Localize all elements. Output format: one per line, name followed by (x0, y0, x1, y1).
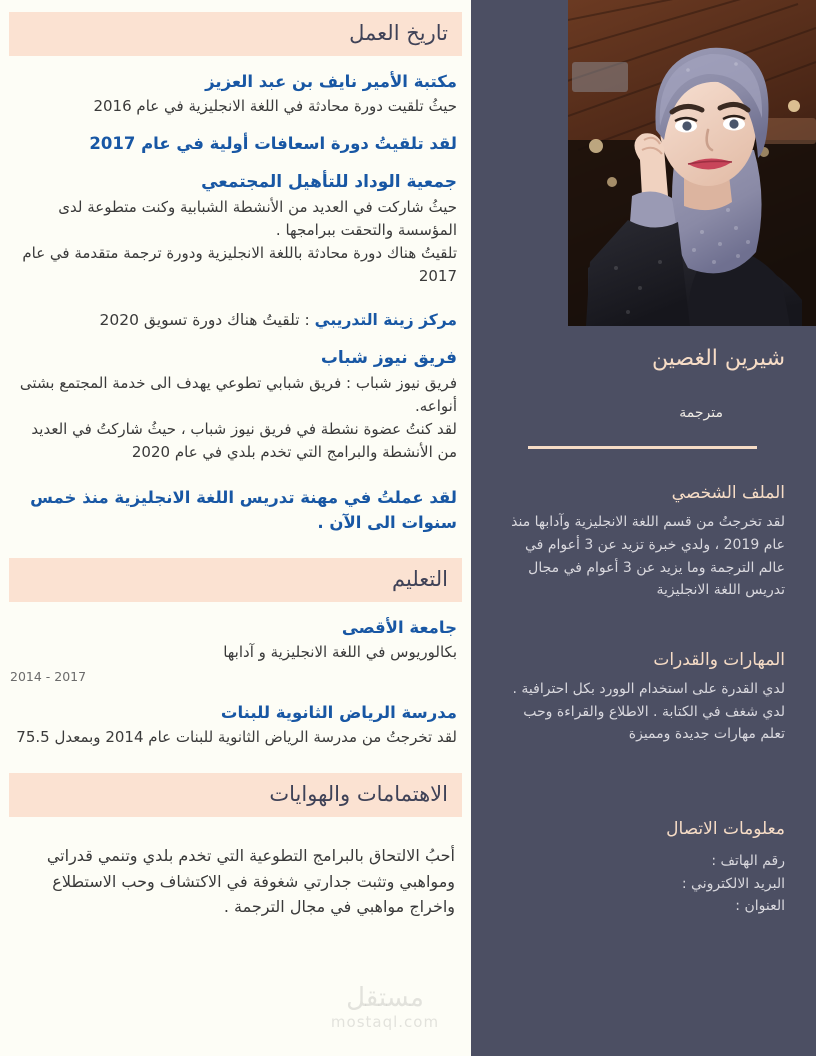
work-highlight-teaching: لقد عملتُ في مهنة تدريس اللغة الانجليزية منذ خمس سنوات الى الآن . (30, 487, 457, 533)
work-highlight-first-aid: لقد تلقيتُ دورة اسعافات أولية في عام 2017 (89, 134, 457, 154)
sidebar-heading-contact: معلومات الاتصال (666, 819, 785, 840)
sidebar-heading-profile: الملف الشخصي (671, 483, 785, 504)
work-entry-title: مكتبة الأمير نايف بن عبد العزيز (205, 72, 457, 91)
education-entry-date: 2014 - 2017 (10, 668, 87, 684)
sidebar-section-profile (497, 482, 785, 602)
work-entry-title: فريق نيوز شباب (320, 347, 457, 368)
contact-email: البريد الالكتروني : (681, 875, 785, 892)
education-entry-body: لقد تخرجتُ من مدرسة الرياض الثانوية للبنات عام 2014 وبمعدل 75.5 (16, 727, 457, 746)
work-entry-body: فريق نيوز شباب : فريق شبابي تطوعي يهدف الى خدمة المجتمع بشتى أنواعه. (19, 373, 457, 415)
work-entry-body: لقد كنتُ عضوة نشطة في فريق نيوز شباب ، حيثُ شاركتُ في العديد من الأنشطة والبرامج التي تخدم بلدي في عام 2020 (31, 420, 457, 462)
education-entry-title: مدرسة الرياض الثانوية للبنات (220, 702, 457, 722)
sidebar-section-skills (497, 649, 785, 746)
work-entry-zeina (10, 309, 457, 332)
profile-photo (568, 0, 816, 326)
work-entry-body: تلقيتُ هناك دورة محادثة باللغة الانجليزية ودورة ترجمة متقدمة في عام 2017 (22, 244, 457, 286)
contact-address: العنوان : (735, 897, 785, 914)
person-role: مترجمة (679, 405, 723, 422)
work-entry-body: : تلقيتُ هناك دورة تسويق 2020 (99, 310, 315, 329)
education-entries (0, 616, 471, 749)
section-heading-interests: الاهتمامات والهوايات (9, 773, 462, 817)
section-heading-education: التعليم (9, 558, 462, 602)
work-entries (0, 70, 471, 536)
work-entry-body: حيثُ تلقيت دورة محادثة في اللغة الانجليزية في عام 2016 (93, 96, 457, 115)
education-entry-body: بكالوريوس في اللغة الانجليزية و آدابها (223, 642, 457, 661)
work-entry-title: مركز زينة التدريبي (314, 310, 457, 329)
sidebar-skills-text: لدي القدرة على استخدام الوورد بكل احترافية . لدي شغف في الكتابة . الاطلاع والقراءة وحب تعلم مهارات جديدة ومميزة (512, 681, 785, 743)
sidebar-section-contact (497, 818, 785, 917)
sidebar-profile-text: لقد تخرجتُ من قسم اللغة الانجليزية وآدابها منذ عام 2019 ، ولدي خبرة تزيد عن 3 أعوام في عالم الترجمة وما يزيد عن 3 أعوام في مجال تدريس اللغة الانجليزية (511, 514, 785, 599)
education-entry-title: جامعة الأقصى (341, 617, 457, 637)
sidebar-heading-skills: المهارات والقدرات (653, 649, 785, 670)
interests-body: أحبُ الالتحاق بالبرامج التطوعية التي تخدم بلدي وتنمي قدراتي ومواهبي وتثبت جدارتي شغوفة في الاكتشاف وحب الاستطلاع واخراج مواهبي في مجال الترجمة . (46, 846, 455, 917)
section-heading-work: تاريخ العمل (9, 12, 462, 56)
watermark-glyph: مستقل (346, 983, 424, 1013)
sidebar-divider (528, 446, 757, 449)
watermark (300, 985, 470, 1034)
profile-photo-image (568, 0, 816, 326)
work-entry-body: حيثُ شاركت في العديد من الأنشطة الشبابية وكنت متطوعة لدى المؤسسة والتحقت ببرامجها . (58, 197, 457, 239)
sidebar-content (471, 326, 816, 917)
watermark-url: mostaql.com (330, 1013, 440, 1031)
work-entry-title: جمعية الوداد للتأهيل المجتمعي (201, 172, 457, 193)
contact-phone: رقم الهاتف : (711, 853, 785, 870)
contact-list (497, 850, 785, 917)
sidebar (471, 0, 816, 1056)
person-name: شيرين الغصين (652, 346, 785, 371)
